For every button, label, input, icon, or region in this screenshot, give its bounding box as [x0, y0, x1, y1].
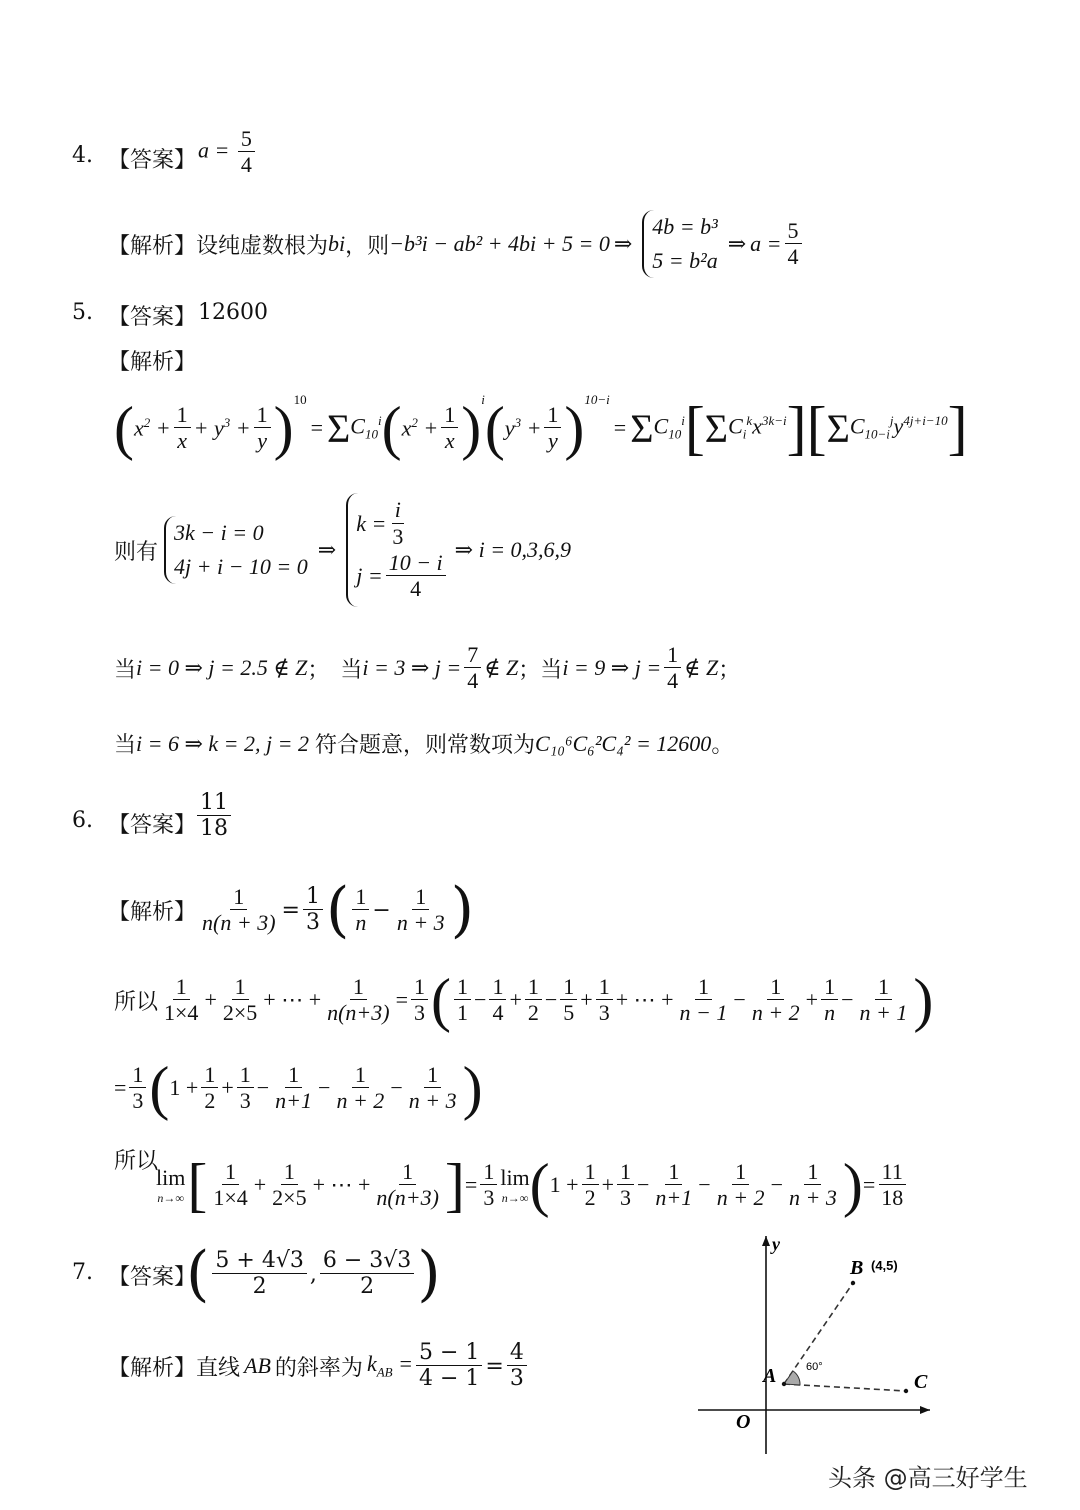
- q5-answer: 12600: [198, 300, 268, 325]
- q7-analysis: 【解析】 直线 AB 的斜率为 $k_{AB}$ = $\frac{5 - 1}{4 - 1}$ = $\frac{4}{3}$: [108, 1336, 530, 1396]
- q4-analysis-tag: 【解析】: [108, 233, 197, 259]
- q4-system: 4b = b³ 5 = b²a: [642, 210, 717, 278]
- segment-ac: [784, 1384, 906, 1391]
- o-label: O: [736, 1411, 751, 1433]
- point-b: [851, 1281, 855, 1285]
- q4-answer: a = $\frac{5}{4}$: [198, 126, 258, 179]
- q5-answer-tag: 【答案】: [108, 305, 197, 330]
- q6-answer: $\frac{11}{18}$: [194, 790, 234, 843]
- q5-system-line: 则有 3k − i = 0 4j + i − 10 = 0 ⇒ k = $\frac{i}{3}$ j = $\frac{10 - i}{4}$ ⇒ i = 0,3,6,9: [114, 490, 571, 610]
- q4-analysis: 【解析】 设纯虚数根为 bi ，则 −b³i − ab² + 4bi + 5 = 0 ⇒ 4b = b³ 5 = b²a ⇒ a = $\frac{5}{4}$: [108, 214, 805, 274]
- q6-so-label2: 所以: [114, 1149, 159, 1174]
- b-label: B: [850, 1257, 864, 1279]
- q7-answer-tag: 【答案】: [108, 1265, 197, 1290]
- x-axis-arrow: [920, 1406, 930, 1414]
- watermark: 头条 @高三好学生: [828, 1464, 1028, 1492]
- q4-root: bi: [328, 231, 346, 256]
- b-coord: (4,5): [871, 1258, 898, 1273]
- angle-marker: [784, 1371, 800, 1385]
- q5-system2: k = $\frac{i}{3}$ j = $\frac{10 - i}{4}$: [346, 493, 448, 606]
- q4-analysis-text: 设纯虚数根为: [196, 233, 329, 259]
- a-label: A: [763, 1365, 777, 1387]
- q4-number: 4.: [72, 143, 93, 168]
- point-a: [782, 1382, 786, 1386]
- q4-equation: −b³i − ab² + 4bi + 5 = 0: [389, 231, 610, 256]
- q6-answer-tag: 【答案】: [108, 813, 197, 838]
- q4-answer-tag: 【答案】: [108, 148, 197, 173]
- q5-analysis-tag: 【解析】: [108, 350, 197, 375]
- q5-i-values: ⇒ i = 0,3,6,9: [454, 537, 572, 562]
- q5-number: 5.: [72, 300, 93, 325]
- q4-analysis-text2: ，则: [345, 233, 390, 259]
- q6-limit-line: lim n→∞ [ $\frac{1}{1\times 4}$ + $\frac{1}{2\times 5}$ + ⋯ + $\frac{1}{n(n+3)}$ ] = $\frac{1}{3}$ lim n→∞ ( 1 + $\frac{1}{2}$ + $\frac{1}{3}$ − $\frac{1}{n+1}$ − $\frac{1}{n + 2}$ − $\frac{1}{n + 3}$ ) = $\frac{11}{18}$: [156, 1150, 909, 1220]
- q5-expansion: ( $x^2$ + $\frac{1}{x}$ + $y^3$ + $\frac{1}{y}$ ) $^{10}$ = Σ $C_{10}^i$ ( $x^2$ + $\frac{1}{x}$ ) $^i$ ( $y^3$ + $\frac{1}{y}$ ) $^{10-i}$ = Σ $C_{10}^i$ [ Σ $C_i^kx^{3k-i}$ ] [ Σ $C_{10-i}^jy^{4j+i-10}$ ]: [114, 392, 968, 461]
- q6-identity: 【解析】 $\frac{1}{n(n + 3)}$ = $\frac{1}{3}$ ( $\frac{1}{n}$ − $\frac{1}{n + 3}$ ): [108, 875, 475, 945]
- q7-answer: ( $\frac{5 + 4√3}{2}$ , $\frac{6 - 3√3}{2}$ ): [186, 1239, 441, 1309]
- q7-number: 7.: [72, 1260, 93, 1285]
- q7-figure: [690, 1228, 950, 1464]
- q6-simplified: = $\frac{1}{3}$ ( 1 + $\frac{1}{2}$ + $\frac{1}{3}$ − $\frac{1}{n+1}$ − $\frac{1}{n + 2}$ − $\frac{1}{n + 3}$ ): [114, 1055, 483, 1121]
- q5-system1: 3k − i = 0 4j + i − 10 = 0: [164, 516, 308, 584]
- y-axis-arrow: [762, 1236, 770, 1246]
- q5-final-line: 当 i = 6 ⇒ k = 2, j = 2 符合题意，则常数项为 C₁₀⁶C₆²C₄² = 12600 。: [114, 730, 734, 758]
- q6-number: 6.: [72, 808, 93, 833]
- y-label: y: [772, 1234, 780, 1254]
- q6-sum-line: 所以 $\frac{1}{1\times 4}$ + $\frac{1}{2\times 5}$ + ⋯ + $\frac{1}{n(n+3)}$ = $\frac{1}{3}$ ( $\frac{1}{1}$ − $\frac{1}{4}$ + $\frac{1}{2}$ − $\frac{1}{5}$ + $\frac{1}{3}$ + ⋯ + $\frac{1}{n - 1}$ − $\frac{1}{n + 2}$ + $\frac{1}{n}$ − $\frac{1}{n + 1}$ ): [114, 967, 934, 1033]
- angle-label: 60°: [806, 1361, 823, 1373]
- q5-case-line: 当 i = 0 ⇒ j = 2.5 ∉ Z ； 当 i = 3 ⇒ j = $\frac{7}{4}$ ∉ Z ；当 i = 9 ⇒ j = $\frac{1}{4}$ ∉ Z ；: [114, 641, 741, 693]
- c-label: C: [914, 1371, 928, 1393]
- point-c: [904, 1389, 908, 1393]
